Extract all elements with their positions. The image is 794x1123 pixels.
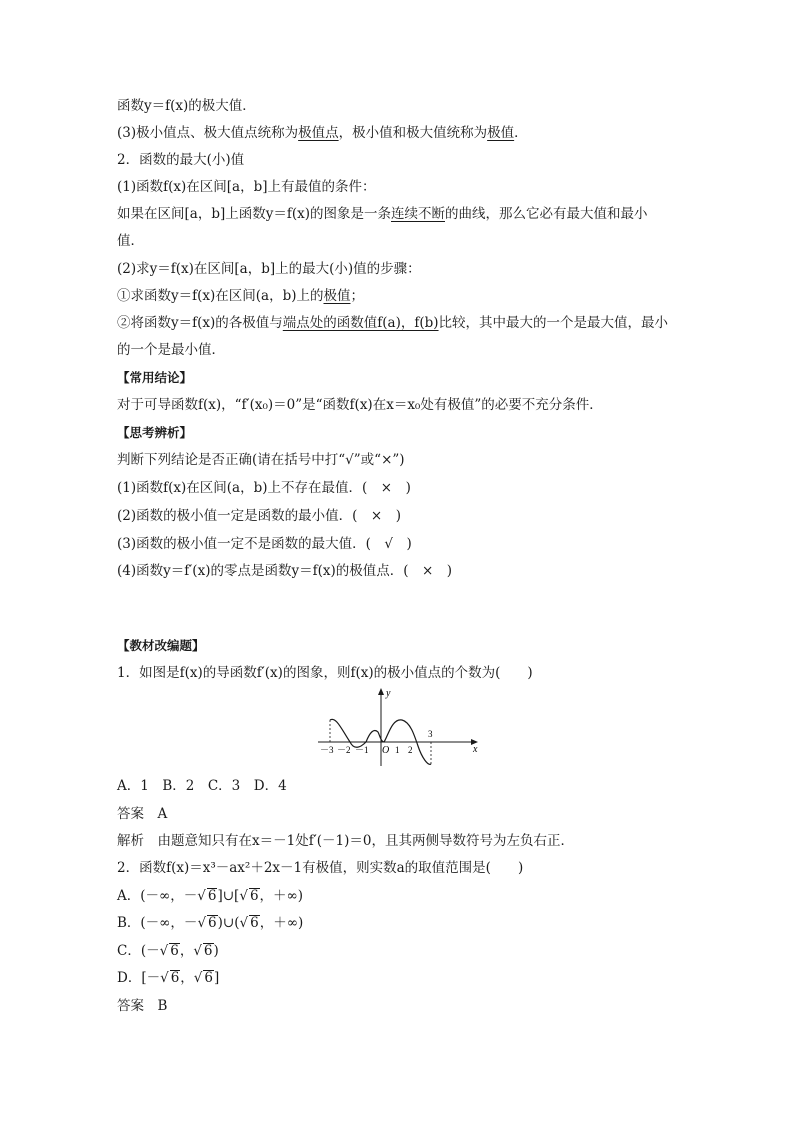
text-line — [117, 123, 528, 143]
judgement-item: (1)函数f(x)在区间(a，b)上不存在最值．( × ) — [117, 480, 411, 496]
origin-label: O — [382, 745, 390, 756]
text-span: 的曲线，那么它必有最大值和最小 — [445, 206, 648, 222]
tick-label: 3 — [428, 729, 433, 739]
option-c — [117, 941, 219, 961]
section-heading: 2．函数的最大(小)值 — [117, 152, 245, 168]
section-tag-common-conclusions: 【常用结论】 — [117, 370, 193, 385]
text-line: 的一个是最小值． — [117, 342, 225, 358]
radicand: 6 — [203, 943, 213, 959]
derivative-graph — [314, 682, 484, 768]
text-line — [117, 313, 668, 333]
question-1: 1．如图是f(x)的导函数f′(x)的图象，则f(x)的极小值点的个数为( ) — [117, 665, 533, 681]
text-span: ①求函数y＝f(x)在区间(a，b)上的 — [117, 288, 324, 304]
sqrt-symbol: √ — [193, 943, 202, 959]
text-line — [117, 286, 364, 306]
text-span: (3)极小值点、极大值点统称为 — [117, 125, 299, 141]
radicand: 6 — [170, 970, 180, 986]
text-line: 对于可导函数f(x)，“f′(x₀)＝0”是“函数f(x)在x＝x₀处有极值”的必要不充分条件． — [117, 397, 603, 413]
text-span: ] — [214, 970, 220, 986]
text-span: ②将函数y＝f(x)的各极值与 — [117, 315, 283, 331]
tick-label: －2 — [337, 745, 351, 755]
question-2: 2．函数f(x)＝x³－ax²＋2x－1有极值，则实数a的取值范围是( ) — [117, 860, 524, 876]
explanation-1: 解析 由题意知只有在x＝－1处f′(－1)＝0，且其两侧导数符号为左负右正． — [117, 833, 574, 849]
text-span: ]∪[ — [217, 888, 240, 904]
option-a — [117, 886, 303, 906]
text-line: (1)函数f(x)在区间[a，b]上有最值的条件： — [117, 179, 376, 195]
text-span: ，＋∞) — [259, 915, 304, 931]
y-axis-label: y — [386, 688, 391, 699]
text-span: )∪( — [217, 915, 240, 931]
underlined-answer: 极值 — [487, 125, 515, 141]
text-span: ， — [180, 970, 194, 986]
option-b — [117, 913, 303, 933]
sqrt-symbol: √ — [197, 888, 206, 904]
section-tag-textbook: 【教材改编题】 — [117, 638, 205, 653]
underlined-answer: 端点处的函数值f(a)，f(b) — [282, 315, 439, 331]
underlined-answer: 极值 — [323, 288, 351, 304]
text-span: ，极小值和极大值统称为 — [338, 125, 488, 141]
sqrt-symbol: √ — [239, 888, 248, 904]
text-line: (2)求y＝f(x)在区间[a，b]上的最大(小)值的步骤： — [117, 261, 421, 277]
question-1-options: A．1 B．2 C．3 D．4 — [117, 778, 287, 794]
answer-1: 答案 A — [117, 806, 168, 822]
answer-2: 答案 B — [117, 998, 168, 1014]
text-span: D．[－ — [117, 970, 161, 986]
section-tag-thinking: 【思考辨析】 — [117, 425, 193, 440]
option-d — [117, 968, 219, 988]
judgement-item: (3)函数的极小值一定不是函数的最大值．( √ ) — [117, 536, 412, 552]
radicand: 6 — [250, 915, 259, 931]
radicand: 6 — [249, 888, 259, 904]
text-span: ，＋∞) — [259, 888, 304, 904]
radicand: 6 — [204, 970, 213, 986]
text-span: B．(－∞，－ — [117, 915, 198, 931]
text-line — [117, 204, 648, 224]
sqrt-symbol: √ — [160, 970, 169, 986]
text-span: 比较，其中最大的一个是最大值，最小 — [438, 315, 669, 331]
text-line: 值． — [117, 233, 144, 249]
underlined-answer: 极值点 — [298, 125, 339, 141]
radicand: 6 — [207, 888, 217, 904]
tick-label: 2 — [408, 745, 413, 755]
judgement-item: (4)函数y＝f′(x)的零点是函数y＝f(x)的极值点．( × ) — [117, 563, 453, 579]
tick-label: 1 — [395, 745, 400, 755]
text-line: 函数y＝f(x)的极大值． — [117, 98, 256, 114]
tick-label: －1 — [355, 745, 369, 755]
sqrt-symbol: √ — [239, 915, 249, 931]
judgement-item: (2)函数的极小值一定是函数的最小值．( × ) — [117, 508, 401, 524]
text-span: ， — [179, 943, 194, 959]
text-span: ； — [350, 288, 364, 304]
tick-label: －3 — [320, 745, 334, 755]
sqrt-symbol: √ — [193, 970, 203, 986]
sqrt-symbol: √ — [159, 943, 169, 959]
text-span: ) — [213, 943, 219, 959]
x-axis-label: x — [473, 744, 478, 755]
text-line: 判断下列结论是否正确(请在括号中打“√”或“×”) — [117, 452, 405, 468]
text-span: 如果在区间[a，b]上函数y＝f(x)的图象是一条 — [117, 206, 391, 222]
y-axis-arrow — [378, 688, 384, 695]
text-span: A．(－∞，－ — [117, 888, 198, 904]
text-span: ． — [514, 125, 528, 141]
text-span: C．(－ — [117, 943, 160, 959]
radicand: 6 — [170, 943, 179, 959]
underlined-answer: 连续不断 — [391, 206, 445, 222]
radicand: 6 — [208, 915, 217, 931]
sqrt-symbol: √ — [197, 915, 207, 931]
